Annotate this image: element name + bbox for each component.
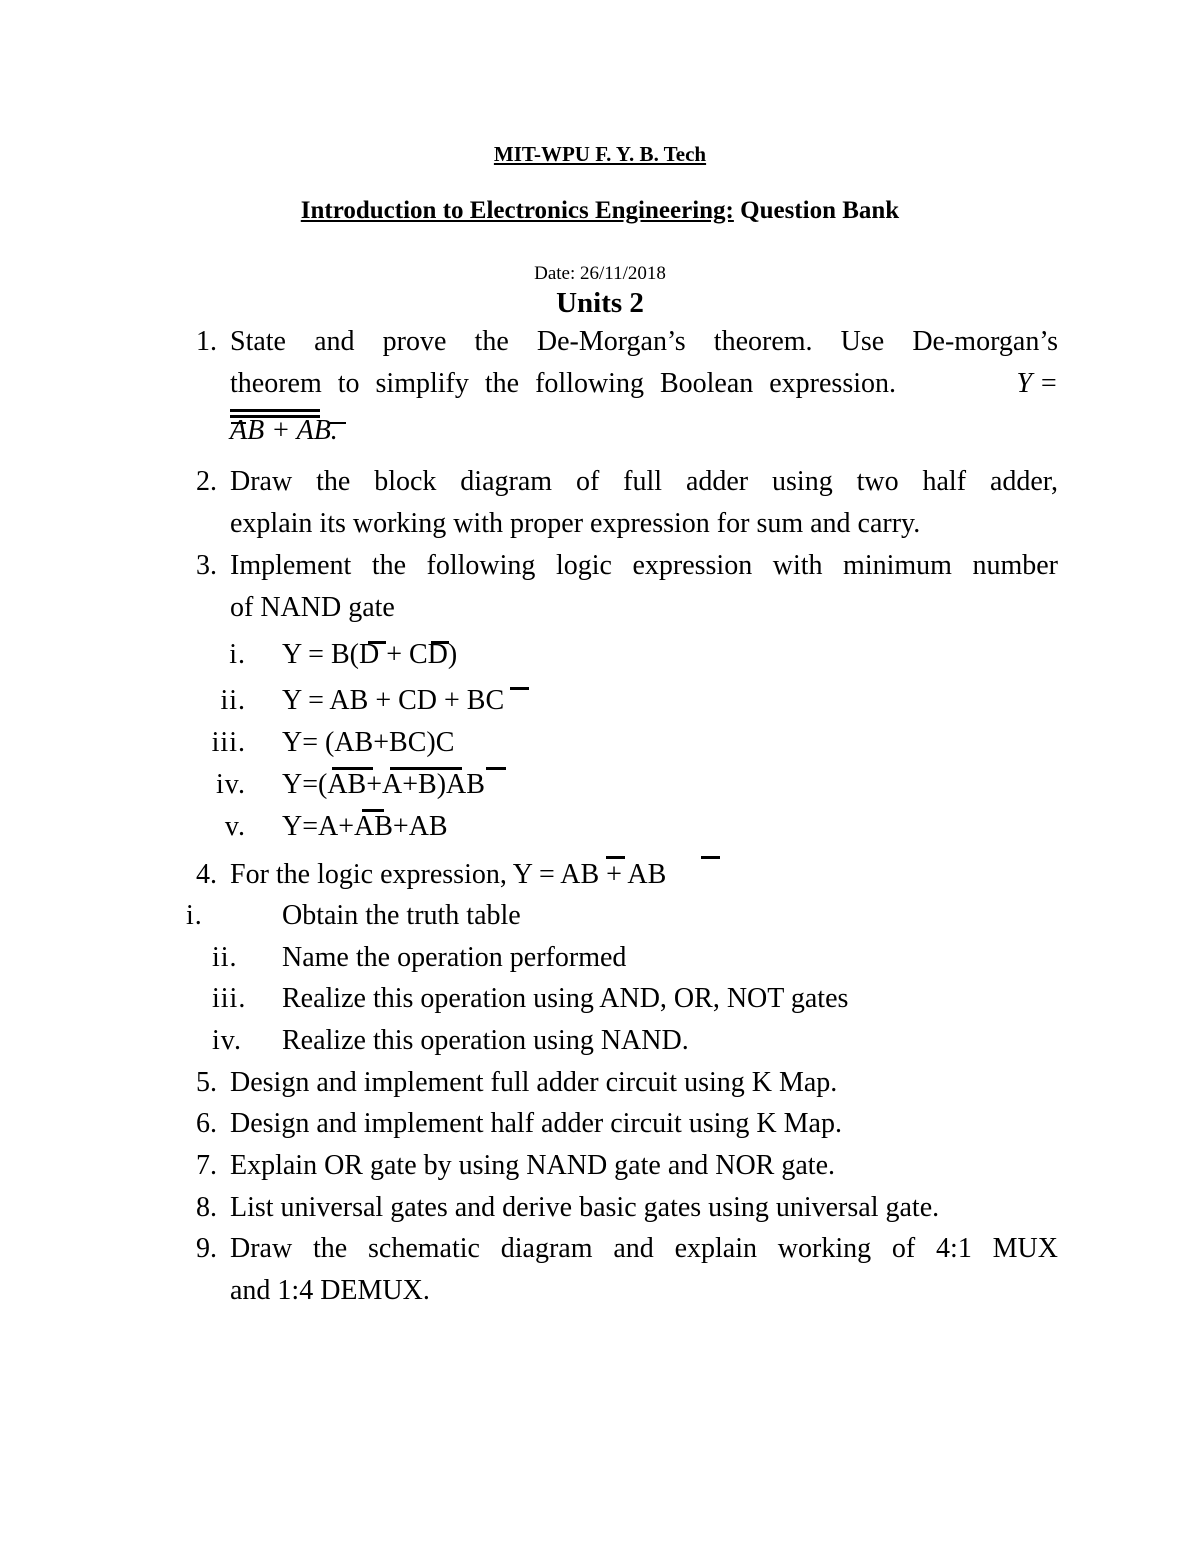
question-6: [196, 1103, 1058, 1145]
sub-item-numeral: v.: [224, 811, 246, 842]
sub-item-text: Obtain the truth table: [282, 900, 521, 931]
overline-bar: [486, 767, 506, 770]
sub-item-text: [282, 769, 485, 800]
question-text-line: and 1:4 DEMUX.: [230, 1275, 430, 1306]
overline-bar: [510, 687, 529, 690]
question-2: [196, 461, 1058, 503]
overline-bar: [368, 641, 386, 644]
overline-bar: [362, 809, 384, 812]
question-9: [196, 1228, 1058, 1270]
question-5: [196, 1062, 1058, 1104]
question-number: 7.: [196, 1150, 217, 1181]
question-8: [196, 1187, 1058, 1229]
question-text-line: [230, 854, 1058, 896]
overline-bar: [230, 415, 320, 418]
sub-item-text: [282, 639, 457, 670]
sub-item: [196, 634, 458, 676]
sub-item-expression: Y=(AB+A+B)AB: [282, 769, 485, 800]
question-1-expression: [230, 410, 338, 452]
question-number: 6.: [196, 1108, 217, 1139]
sub-item-numeral: ii.: [220, 685, 246, 716]
sub-item-numeral: iv.: [216, 769, 246, 800]
sub-item-numeral: i.: [229, 639, 246, 670]
sub-item-text: Realize this operation using NAND.: [282, 1025, 689, 1056]
question-text-line: Draw the block diagram of full adder using two half adder,: [230, 466, 1058, 497]
question-text-line: of NAND gate: [230, 592, 395, 623]
document-date: Date: 26/11/2018: [534, 263, 666, 284]
sub-item-text: Realize this operation using AND, OR, NOT gates: [282, 983, 849, 1014]
overline-bar: [606, 856, 625, 859]
sub-item-numeral: iii.: [212, 983, 247, 1014]
overline-bar: [231, 422, 246, 424]
course-title: [0, 197, 1200, 225]
course-title-underlined: Introduction to Electronics Engineering:: [300, 197, 734, 224]
question-text-line: explain its working with proper expression for sum and carry.: [230, 508, 921, 539]
question-text-line: Design and implement half adder circuit using K Map.: [230, 1108, 842, 1139]
question-1-line-2: [230, 363, 1058, 405]
sub-item-expression: Y = B(D + CD): [282, 639, 458, 670]
overline-bar: [431, 641, 449, 644]
question-1: [196, 321, 1058, 363]
sub-item-numeral: iv.: [212, 1025, 242, 1056]
question-number: 1.: [196, 326, 217, 357]
unit-heading: Units 2: [556, 287, 644, 319]
sub-item-numeral: iii.: [211, 727, 246, 758]
sub-item-expression: Y = AB + CD + BC: [282, 685, 505, 716]
sub-item: [196, 680, 505, 722]
sub-item-numeral: ii.: [212, 942, 238, 973]
overline-bar: [332, 767, 373, 770]
double-overline-expression: [230, 410, 338, 452]
question-3: [196, 545, 1058, 587]
sub-item-text: [282, 685, 504, 716]
question-7: [196, 1145, 1058, 1187]
boolean-expression: AB + AB.: [230, 415, 338, 446]
question-4: [196, 854, 1058, 896]
overline-bar: [701, 856, 720, 859]
question-number: 5.: [196, 1067, 217, 1098]
overline-bar: [390, 767, 462, 770]
question-text-line: Implement the following logic expression with minimum number: [230, 550, 1058, 581]
overline-bar: [330, 422, 346, 424]
sub-item: [196, 764, 485, 806]
sub-item: [196, 806, 448, 848]
course-title-rest: Question Bank: [733, 197, 900, 224]
sub-item-expression: Y=A+AB+AB: [282, 811, 448, 842]
question-number: 8.: [196, 1192, 217, 1223]
question-text-line: State and prove the De-Morgan’s theorem. Use De-morgan’s: [230, 326, 1058, 357]
sub-item-text: Y= (AB+BC)C: [282, 727, 455, 758]
question-number: 3.: [196, 550, 217, 581]
question-text-line: Design and implement full adder circuit using K Map.: [230, 1067, 838, 1098]
sub-item-text: Name the operation performed: [282, 942, 627, 973]
question-text-line: theorem to simplify the following Boolean expression.: [230, 368, 897, 399]
question-number: 4.: [196, 859, 217, 890]
equation-lhs: Y =: [1016, 368, 1058, 399]
question-number: 2.: [196, 466, 217, 497]
sub-item-numeral: i.: [186, 900, 203, 931]
question-text: For the logic expression, Y = AB + AB: [230, 859, 667, 890]
question-text-line: List universal gates and derive basic gates using universal gate.: [230, 1192, 940, 1223]
question-number: 9.: [196, 1233, 217, 1264]
overline-bar: [230, 409, 320, 412]
institution-header: MIT-WPU F. Y. B. Tech: [493, 142, 707, 166]
question-text-line: Draw the schematic diagram and explain working of 4:1 MUX: [230, 1233, 1058, 1264]
sub-item-text: [282, 811, 448, 842]
question-text-line: Explain OR gate by using NAND gate and NOR gate.: [230, 1150, 835, 1181]
